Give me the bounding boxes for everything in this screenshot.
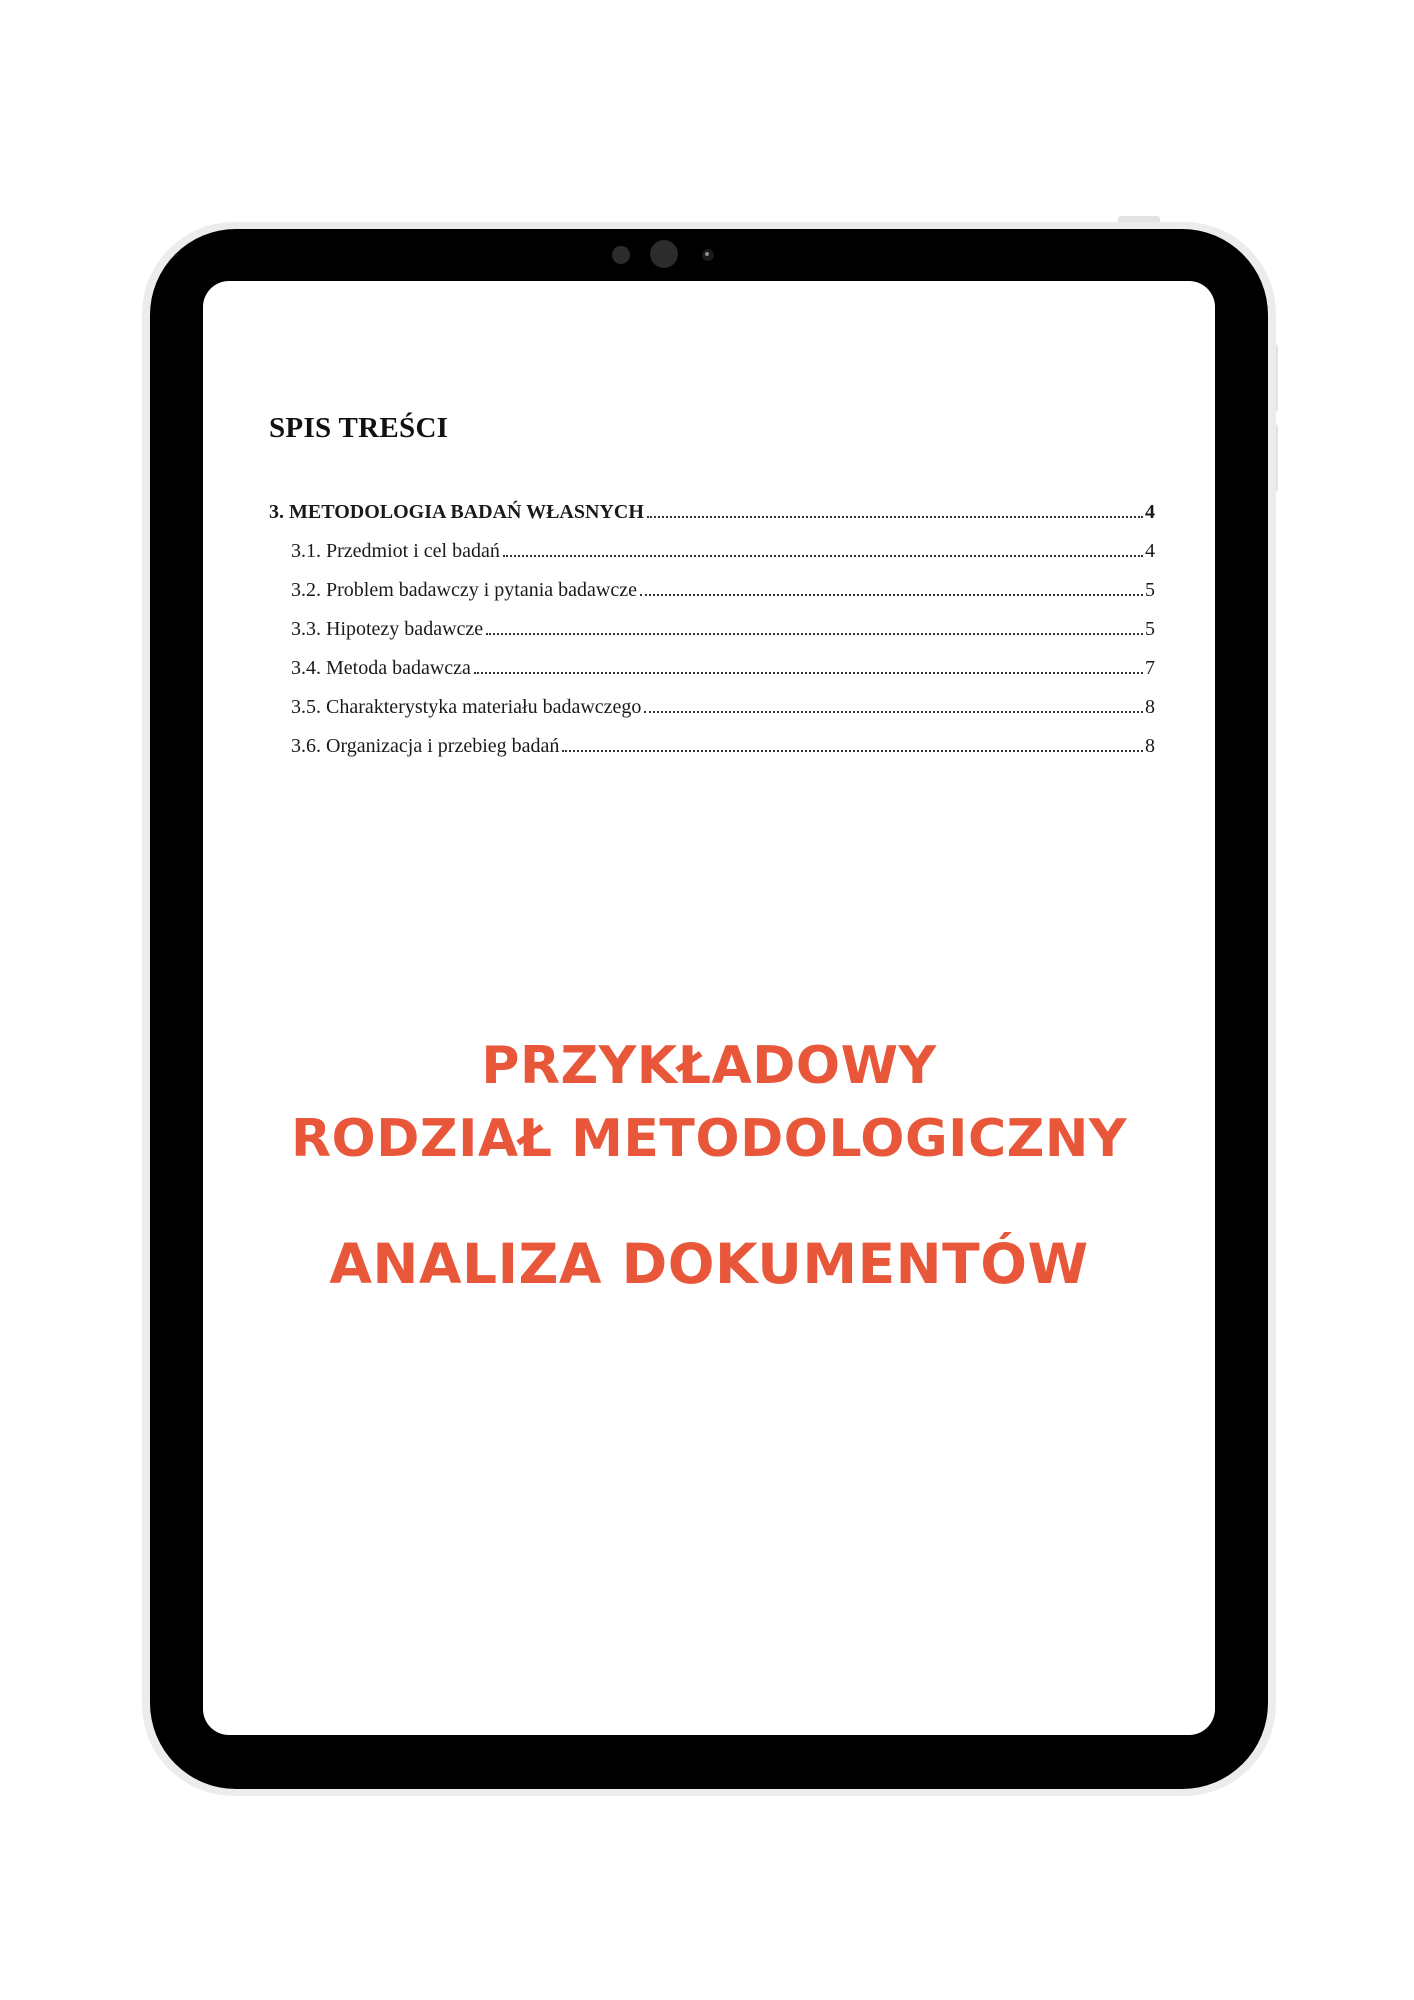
toc-section-page: 4 — [1145, 540, 1155, 562]
toc-section-row[interactable] — [269, 657, 1155, 696]
promo-subheading: ANALIZA DOKUMENTÓW — [329, 1232, 1089, 1296]
toc-section-number: 3.1. — [291, 540, 321, 562]
toc-section-row[interactable] — [269, 579, 1155, 618]
toc-leader-dots — [474, 671, 1143, 674]
toc-chapter-page: 4 — [1145, 501, 1155, 523]
toc-chapter-label: METODOLOGIA BADAŃ WŁASNYCH — [289, 501, 644, 523]
table-of-contents — [269, 501, 1155, 774]
toc-section-number: 3.4. — [291, 657, 321, 679]
promo-heading-line-1: PRZYKŁADOWY — [481, 1036, 937, 1096]
toc-section-page: 8 — [1145, 696, 1155, 718]
toc-section-row[interactable] — [269, 540, 1155, 579]
toc-section-label: Problem badawczy i pytania badawcze — [326, 579, 637, 601]
toc-section-page: 8 — [1145, 735, 1155, 757]
toc-leader-dots — [486, 632, 1143, 635]
promo-heading-line-2: RODZIAŁ METODOLOGICZNY — [290, 1109, 1128, 1169]
toc-section-row[interactable] — [269, 735, 1155, 774]
toc-leader-dots — [647, 515, 1143, 518]
toc-section-number: 3.3. — [291, 618, 321, 640]
toc-chapter-row[interactable] — [269, 501, 1155, 540]
toc-section-page: 5 — [1145, 579, 1155, 601]
toc-section-label: Organizacja i przebieg badań — [326, 735, 560, 757]
toc-section-row[interactable] — [269, 696, 1155, 735]
toc-section-number: 3.6. — [291, 735, 321, 757]
toc-section-number: 3.5. — [291, 696, 321, 718]
camera-lens-icon — [702, 249, 714, 261]
toc-section-page: 7 — [1145, 657, 1155, 679]
toc-section-number: 3.2. — [291, 579, 321, 601]
toc-title: SPIS TREŚCI — [269, 412, 449, 444]
toc-section-label: Metoda badawcza — [326, 657, 471, 679]
toc-section-page: 5 — [1145, 618, 1155, 640]
toc-section-row[interactable] — [269, 618, 1155, 657]
toc-leader-dots — [503, 554, 1143, 557]
toc-leader-dots — [562, 749, 1143, 752]
tablet-screen — [203, 281, 1215, 1735]
sensor-icon — [612, 246, 630, 264]
toc-section-label: Hipotezy badawcze — [326, 618, 484, 640]
camera-icon — [650, 240, 678, 268]
toc-leader-dots — [644, 710, 1143, 713]
toc-chapter-number: 3. — [269, 501, 284, 523]
toc-leader-dots — [640, 593, 1143, 596]
toc-section-label: Przedmiot i cel badań — [326, 540, 500, 562]
toc-section-label: Charakterystyka materiału badawczego — [326, 696, 642, 718]
